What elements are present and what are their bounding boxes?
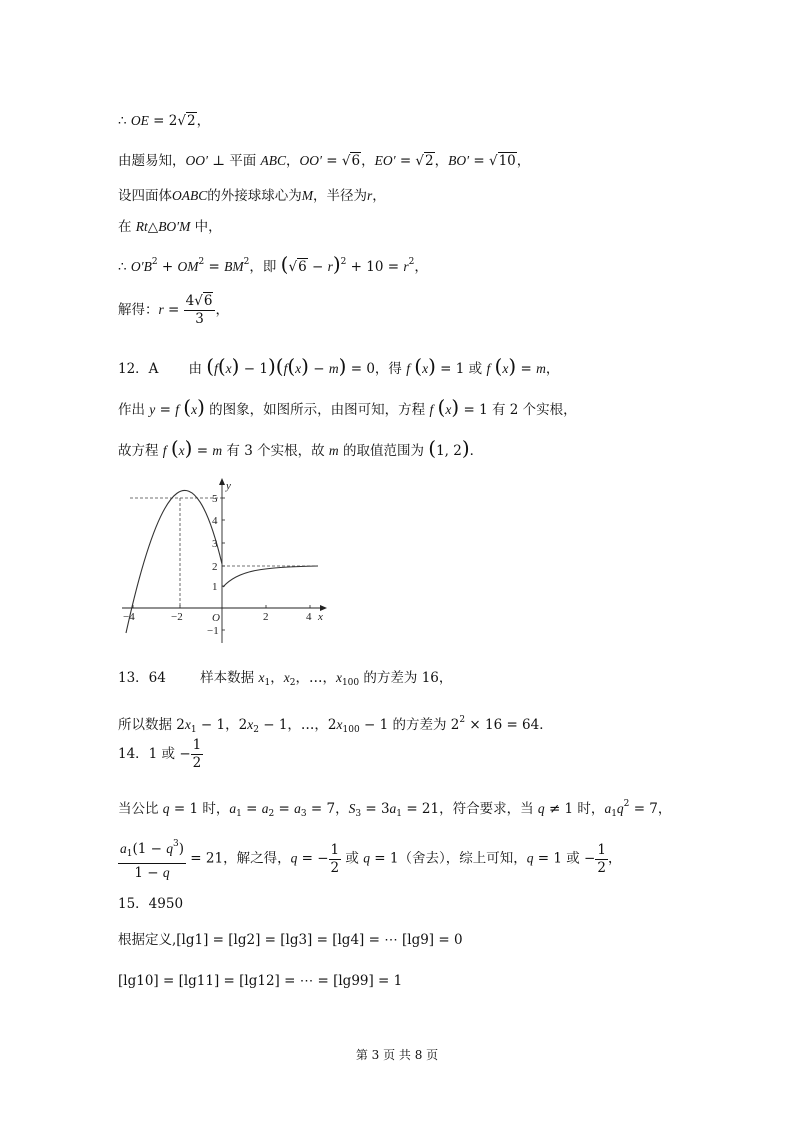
curve-log xyxy=(223,566,318,587)
y-axis-label: y xyxy=(226,480,231,492)
function-graph xyxy=(118,478,343,646)
x-tick-label: −2 xyxy=(171,611,183,623)
x-tick-label: 2 xyxy=(263,611,269,623)
graph-dashed-lines xyxy=(130,498,318,608)
text-line-9: 故方程 f (x) = m 有 3 个实根，故 m 的取值范围为 (1, 2)． xyxy=(118,436,484,460)
graph-axes xyxy=(122,482,323,643)
text-line-13: 当公比 q = 1 时，$a_1 = a_2 = a_3 = 7$，$S_3 = 3a_1 = 21$，符合要求，当 q ≠ 1 时，$a_1q^2 = 7$， xyxy=(118,799,672,819)
text-line-12: 14．1 或 − $\frac{1}{2}$ xyxy=(118,737,202,771)
x-tick-label: 4 xyxy=(306,611,312,623)
text-line-2: 由题易知，OO′ ⊥ 平面 ABC，OO′ = √6，EO′ = √2，BO′ = √10， xyxy=(118,153,531,169)
text-line-6: 解得：r = $\frac{4√6}{3}$ ， xyxy=(118,293,229,327)
text-line-1: ∴ OE = 2√2， xyxy=(118,113,211,129)
text-line-15: 15．4950 xyxy=(118,896,184,912)
text-line-16: 根据定义,[lg1] = [lg2] = [lg3] = [lg4] = ⋯ [lg9] = 0 xyxy=(118,932,463,948)
origin-label: O xyxy=(212,612,220,624)
page-footer: 第 3 页 共 8 页 xyxy=(355,1048,439,1062)
y-tick-label: 3 xyxy=(212,538,218,550)
y-axis-arrow xyxy=(219,478,225,485)
text-line-7: 12．A 由 (f(x) − 1)(f(x) − m) = 0，得 f (x) = 1 或 f (x) = m， xyxy=(118,354,560,378)
y-tick-label: 2 xyxy=(212,561,218,573)
text-line-4: 在 Rt△BO′M 中， xyxy=(118,219,222,235)
text-line-5: ∴ $O'B^2 + OM^2 = BM^2$，即 $(√6 - r)^2 + 10 = r^2$， xyxy=(118,252,428,276)
x-tick-label: −4 xyxy=(123,611,135,623)
y-tick-label: −1 xyxy=(207,625,219,637)
text-line-14: $\frac{a_1(1 - q^3)}{1 - q}$ = 21，解之得，q = − $\frac{1}{2}$ 或 q = 1（舍去），综上可知，q = 1 或 − $\frac{1}{2}$ ， xyxy=(118,836,621,882)
text-line-3: 设四面体OABC的外接球球心为M，半径为r， xyxy=(118,188,386,204)
text-line-10: 13．64 样本数据 $x_1$，$x_2$，…，$x_{100}$ 的方差为 16， xyxy=(118,670,453,688)
text-line-11: 所以数据 $2x_1 - 1$，$2x_2 - 1$，…，$2x_{100} - 1$ 的方差为 $2^2 \times 16 = 64$． xyxy=(118,715,553,735)
x-axis-label: x xyxy=(318,611,323,623)
y-tick-label: 5 xyxy=(212,493,218,505)
y-tick-label: 1 xyxy=(212,581,218,593)
text-line-17: [lg10] = [lg11] = [lg12] = ⋯ = [lg99] = 1 xyxy=(118,973,403,989)
y-tick-label: 4 xyxy=(212,515,218,527)
text-line-8: 作出 y = f (x) 的图象，如图所示，由图可知，方程 f (x) = 1 有 2 个实根， xyxy=(118,395,577,419)
